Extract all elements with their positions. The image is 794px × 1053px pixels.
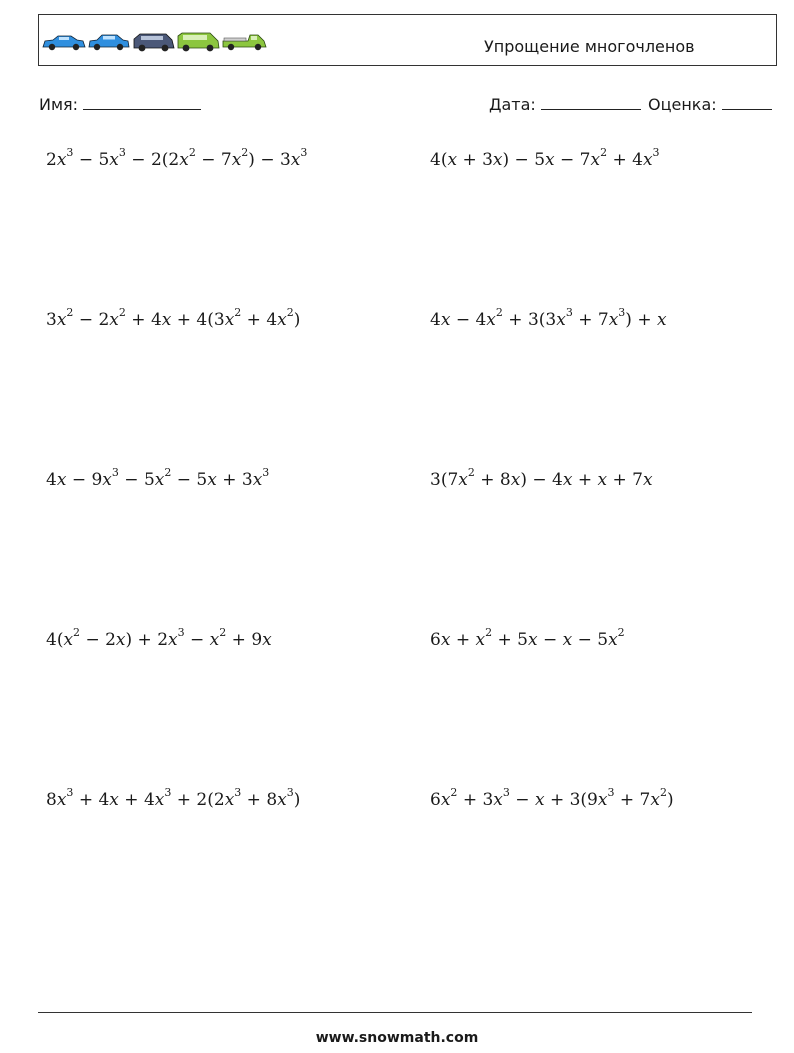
name-field	[39, 94, 201, 114]
footer-divider	[38, 1012, 752, 1013]
date-field	[489, 94, 641, 114]
pickup-green-icon	[223, 35, 266, 50]
date-blank[interactable]	[541, 94, 641, 110]
van-green-icon	[178, 33, 219, 51]
problem-9: $8x^3 + 4x + 4x^3 + 2(2x^3 + 8x^3)$	[46, 786, 301, 810]
hatchback-blue-icon	[89, 35, 129, 50]
problem-1: $2x^3 - 5x^3 - 2(2x^2 - 7x^2) - 3x^3$	[46, 146, 308, 170]
problem-3: $3x^2 - 2x^2 + 4x + 4(3x^2 + 4x^2)$	[46, 306, 301, 330]
suv-gray-icon	[134, 34, 174, 51]
sedan-blue-icon	[43, 36, 85, 50]
date-label: Дата:	[489, 95, 536, 114]
header-box	[38, 14, 777, 66]
grade-field	[648, 94, 772, 114]
problem-5: $4x - 9x^3 - 5x^2 - 5x + 3x^3$	[46, 466, 270, 490]
problem-8: $6x + x^2 + 5x - x - 5x^2$	[430, 626, 625, 650]
footer-url[interactable]: www.snowmath.com	[315, 1030, 479, 1046]
problem-10: $6x^2 + 3x^3 - x + 3(9x^3 + 7x^2)$	[430, 786, 674, 810]
name-label: Имя:	[39, 95, 79, 114]
car-images	[41, 31, 269, 53]
problem-2: $4(x + 3x) - 5x - 7x^2 + 4x^3$	[430, 146, 660, 170]
name-blank[interactable]	[83, 94, 201, 110]
problem-7: $4(x^2 - 2x) + 2x^3 - x^2 + 9x$	[46, 626, 272, 650]
worksheet-title: Упрощение многочленов	[484, 37, 695, 56]
problem-6: $3(7x^2 + 8x) - 4x + x + 7x$	[430, 466, 653, 490]
grade-label: Оценка:	[648, 95, 717, 114]
problem-4: $4x - 4x^2 + 3(3x^3 + 7x^3) + x$	[430, 306, 667, 330]
grade-blank[interactable]	[722, 94, 772, 110]
